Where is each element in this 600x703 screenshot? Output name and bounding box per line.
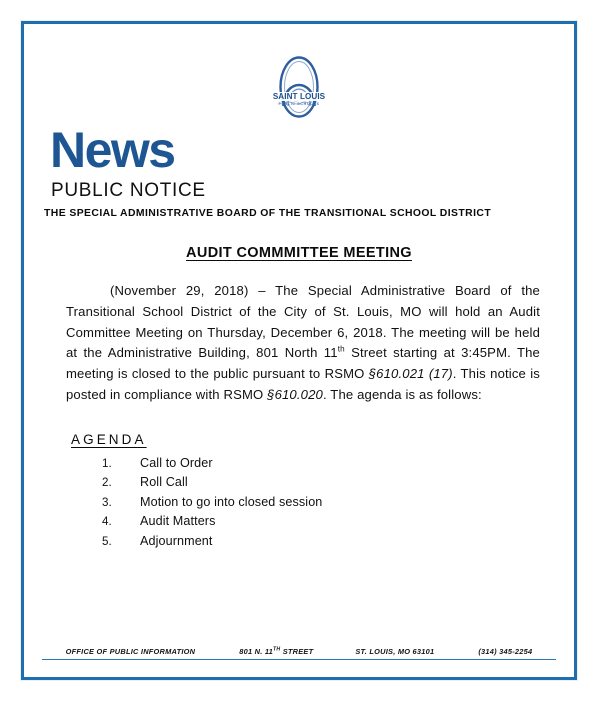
footer-address-pre: 801 N. 11 [239,647,273,656]
logo-container [24,56,574,118]
agenda-item-number: 4. [102,515,112,529]
agenda-item-label: Call to Order [140,456,213,470]
board-line: THE SPECIAL ADMINISTRATIVE BOARD OF THE TRANSITIONAL SCHOOL DISTRICT [44,208,492,219]
agenda-list [102,454,482,551]
notice-dash: – [258,283,266,298]
masthead [50,124,206,202]
agenda-item [102,493,482,512]
notice-segment-4: . The agenda is as follows: [322,386,482,402]
agenda-item-number: 1. [102,457,112,470]
statute-citation-610-021: §610.021 (17) [368,366,453,382]
notice-segment-1: The Special Administrative Board of the Transitional School District of the City of St. Louis, MO will hold an Audit Committee Meeting on Thursday, December 6, 2018. The meeting will be held at the Administrative Building, 801 North 11 [66,283,540,361]
agenda-item-label: Motion to go into closed session [140,494,323,509]
footer-address [239,647,313,656]
notice-body [66,281,540,406]
agenda-item [102,473,482,492]
footer-address-ordinal: TH [273,646,281,653]
saint-louis-public-schools-logo-icon [271,56,327,118]
agenda-item-label: Adjournment [140,533,213,548]
agenda-item [102,512,482,531]
agenda-item-number: 3. [102,495,112,509]
logo-secondary-text: PUBLIC SCHOOLS [278,102,320,107]
ordinal-suffix-11th: th [337,345,345,355]
notice-date-stamp: (November 29, 2018) [110,283,249,298]
agenda-item [102,532,482,551]
document-footer [24,647,574,660]
agenda-item-number: 2. [102,476,112,490]
meeting-title-text: AUDIT COMMMITTEE MEETING [186,245,412,261]
agenda-item-label: Roll Call [140,475,188,490]
footer-divider [42,659,556,660]
agenda-item-number: 5. [102,534,112,548]
agenda-item [102,454,482,473]
footer-phone: (314) 345-2254 [478,647,533,656]
notice-segment-2: Street starting at 3:45PM. The meeting is closed to the public pursuant to RSMO [66,345,540,382]
masthead-headline: News [50,122,175,178]
footer-city: ST. LOUIS, MO 63101 [355,647,435,656]
masthead-subhead: PUBLIC NOTICE [51,180,206,201]
notice-segment-3: . This notice is posted in compliance with RSMO [66,366,540,402]
agenda-item-label: Audit Matters [140,514,216,529]
agenda-heading [69,432,147,447]
footer-office: OFFICE OF PUBLIC INFORMATION [65,647,196,656]
document-page [24,24,574,677]
footer-contact-row [24,647,574,659]
statute-citation-610-020: §610.020 [267,386,323,402]
footer-address-post: STREET [280,647,314,656]
document-border-frame [21,21,577,680]
logo-primary-text: SAINT LOUIS [272,92,326,101]
agenda-heading-text: AGENDA [71,432,147,447]
meeting-title [24,245,574,261]
